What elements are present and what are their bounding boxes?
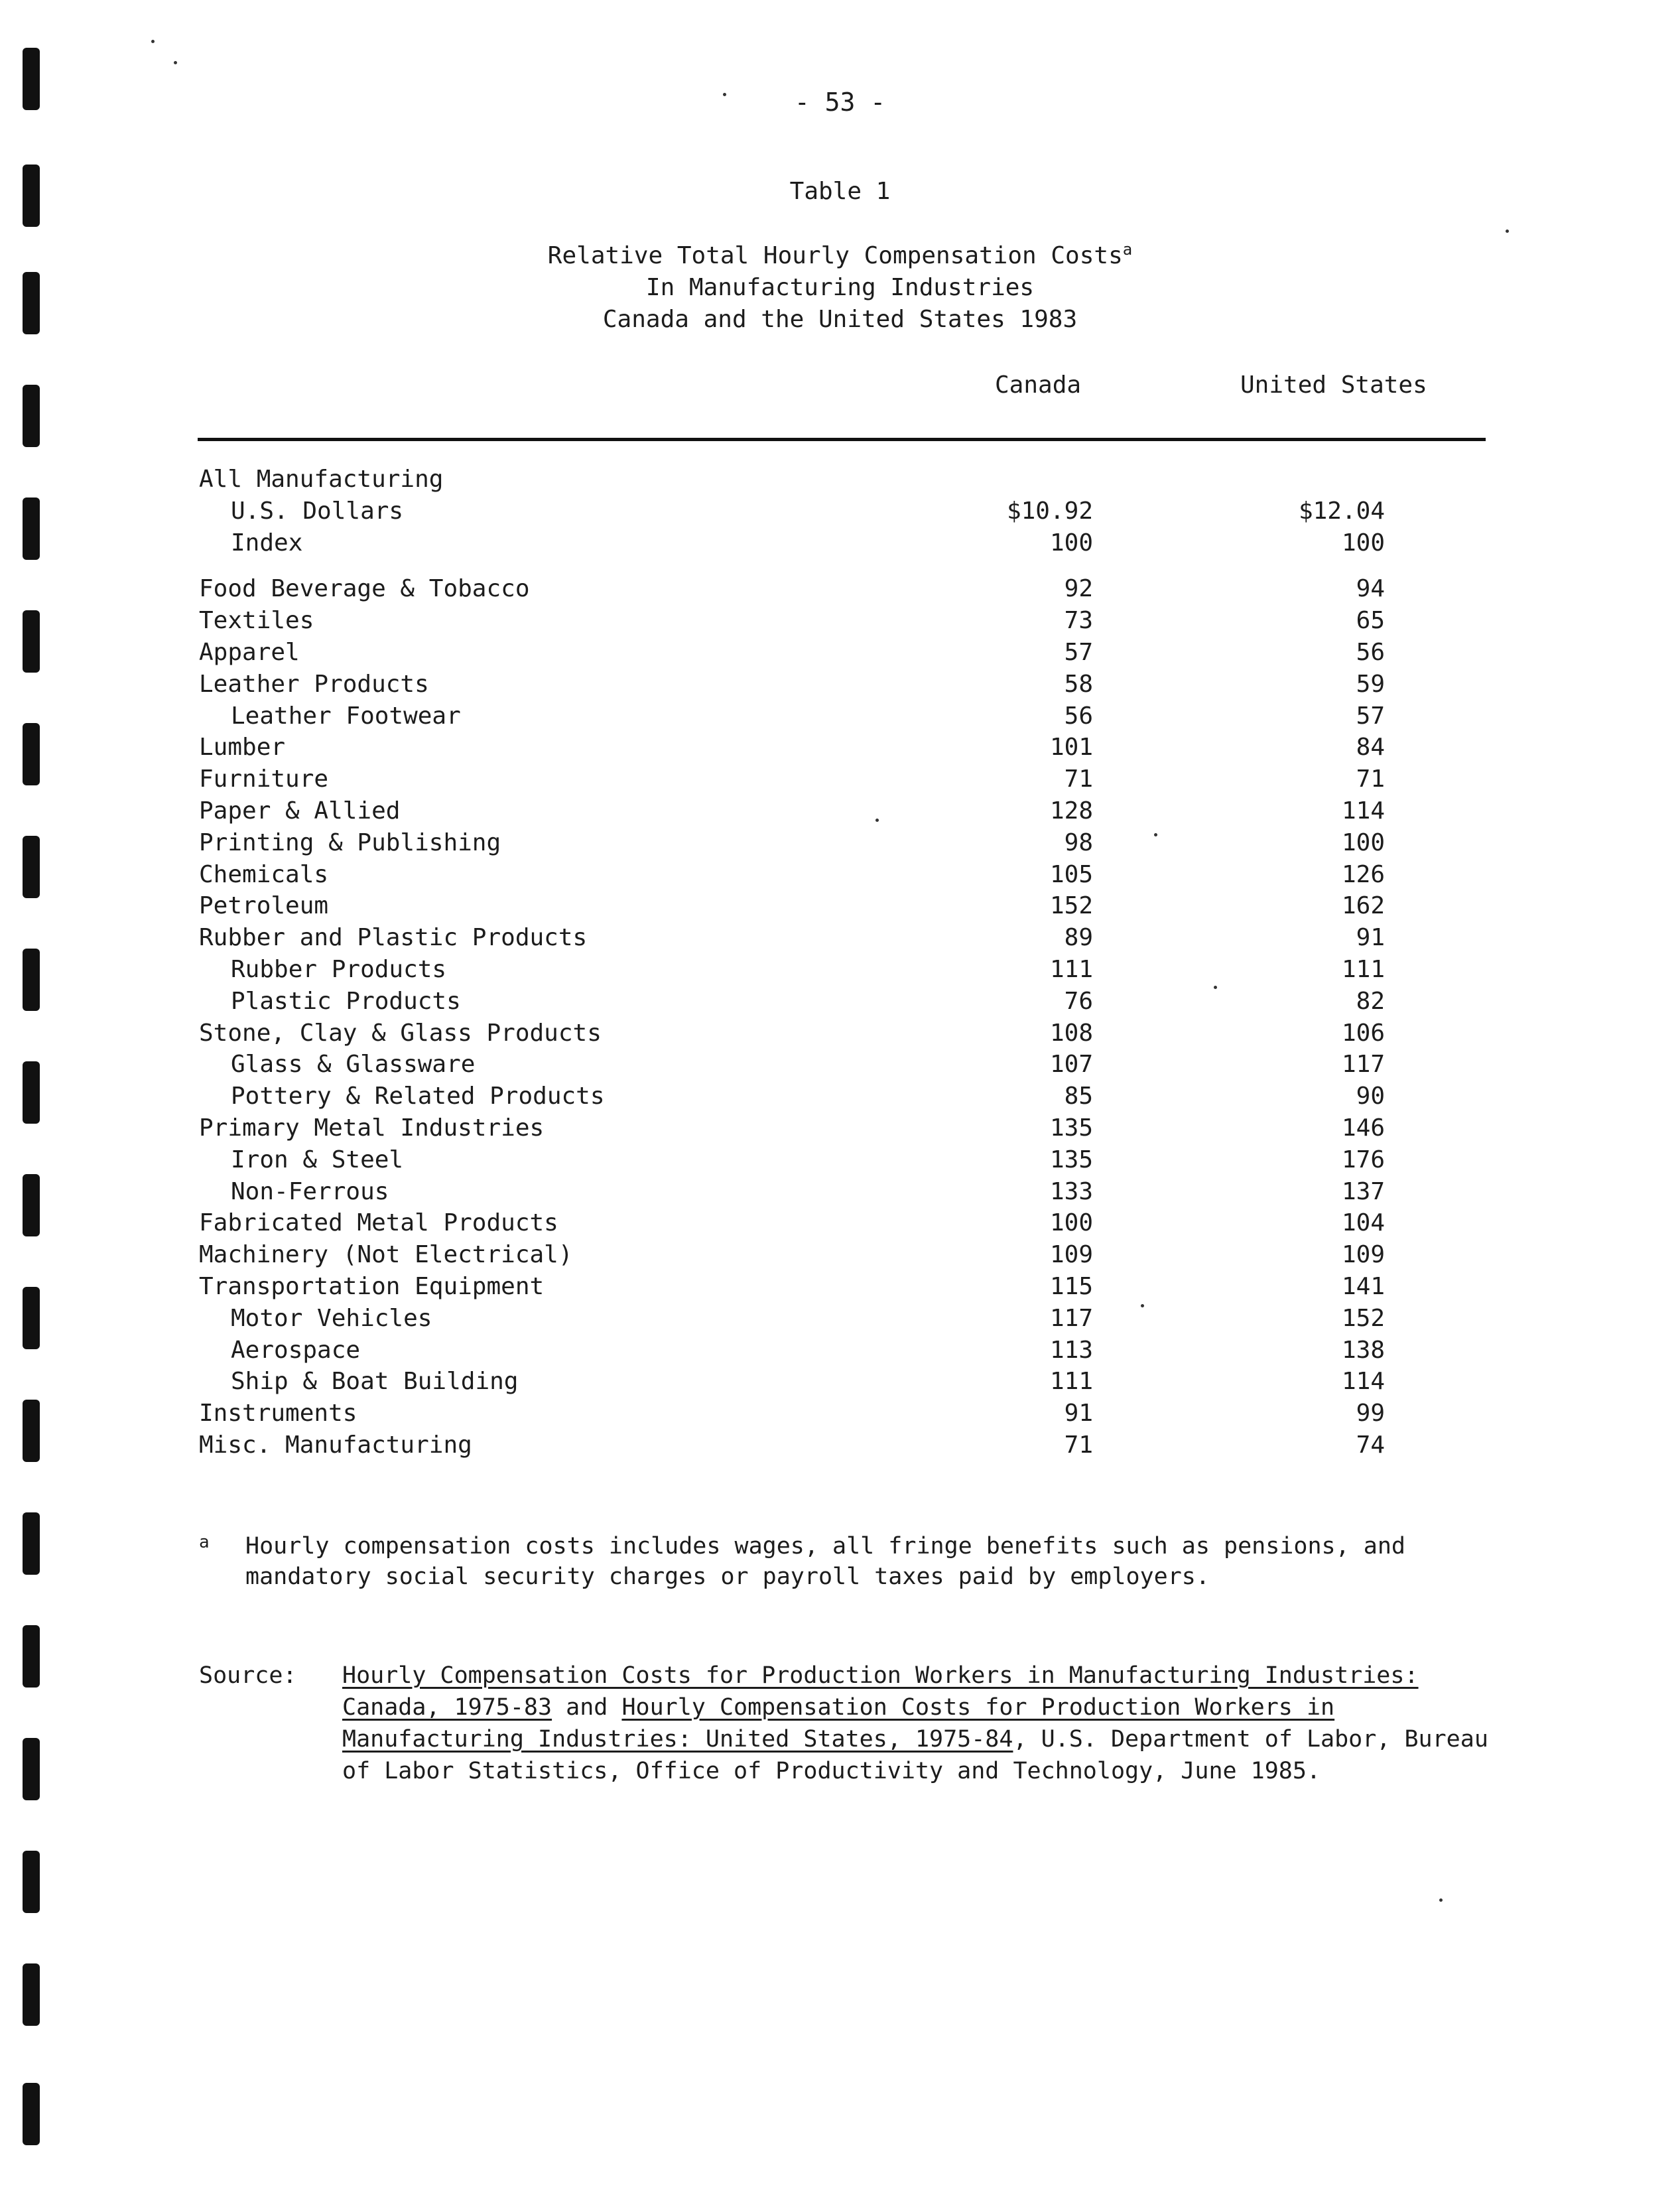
cell-united-states: 90 (1356, 1083, 1385, 1110)
cell-united-states: 104 (1341, 1209, 1385, 1237)
table-row (0, 671, 1680, 702)
row-label: Misc. Manufacturing (199, 1431, 472, 1459)
cell-united-states: 141 (1341, 1273, 1385, 1300)
cell-united-states: 114 (1341, 797, 1385, 825)
table-row (0, 1273, 1680, 1305)
cell-canada: 117 (1049, 1304, 1093, 1332)
header-rule (198, 438, 1486, 441)
row-label: Petroleum (199, 892, 329, 920)
table-row (0, 1020, 1680, 1051)
cell-united-states: 100 (1341, 529, 1385, 557)
cell-canada: 71 (1064, 1431, 1093, 1459)
row-label: Aerospace (231, 1336, 361, 1364)
cell-canada: 128 (1049, 797, 1093, 825)
source-lead: Source: (199, 1662, 297, 1689)
scan-speck (1506, 230, 1509, 233)
row-label: Rubber and Plastic Products (199, 924, 588, 952)
table-row (0, 734, 1680, 765)
table-row (0, 1368, 1680, 1400)
row-label: Furniture (199, 765, 329, 793)
cell-canada: 89 (1064, 924, 1093, 952)
cell-united-states: 91 (1356, 924, 1385, 952)
cell-united-states: 82 (1356, 987, 1385, 1015)
cell-united-states: 176 (1341, 1146, 1385, 1173)
cell-united-states: 65 (1356, 607, 1385, 635)
table-row (0, 639, 1680, 671)
row-label: Leather Footwear (231, 702, 461, 730)
cell-canada: 152 (1049, 892, 1093, 920)
table-row (0, 956, 1680, 988)
cell-canada: 58 (1064, 670, 1093, 698)
cell-united-states: 109 (1341, 1241, 1385, 1269)
cell-united-states: 117 (1341, 1051, 1385, 1079)
table-row (0, 1051, 1680, 1083)
table-row (0, 575, 1680, 607)
scan-speck (151, 40, 155, 43)
table-row (0, 829, 1680, 861)
table-row (0, 1400, 1680, 1431)
source-publisher: , U.S. Department of Labor, Bureau of Labor Statistics, Office of Productivity and Technology, June 1985. (342, 1726, 1488, 1784)
cell-canada: $10.92 (1006, 497, 1093, 525)
row-label: Fabricated Metal Products (199, 1209, 558, 1237)
cell-united-states: 100 (1341, 829, 1385, 856)
cell-canada: 108 (1049, 1019, 1093, 1047)
cell-canada: 135 (1049, 1114, 1093, 1142)
table-row (0, 1209, 1680, 1241)
row-label: Leather Products (199, 670, 429, 698)
cell-united-states: 126 (1341, 860, 1385, 888)
row-label: Food Beverage & Tobacco (199, 575, 530, 603)
cell-canada: 115 (1049, 1273, 1093, 1300)
cell-united-states: 162 (1341, 892, 1385, 920)
table-row (0, 765, 1680, 797)
table-row (0, 1431, 1680, 1463)
cell-canada: 85 (1064, 1083, 1093, 1110)
table-row (0, 466, 1680, 498)
row-label: Motor Vehicles (231, 1304, 432, 1332)
row-label: Textiles (199, 607, 314, 635)
row-label: Non-Ferrous (231, 1177, 389, 1205)
cell-canada: 92 (1064, 575, 1093, 603)
cell-united-states: 111 (1341, 956, 1385, 983)
row-label: Glass & Glassware (231, 1051, 476, 1079)
cell-united-states: 94 (1356, 575, 1385, 603)
cell-canada: 107 (1049, 1051, 1093, 1079)
table-row (0, 1146, 1680, 1178)
cell-united-states: 57 (1356, 702, 1385, 730)
table-label: Table 1 (789, 178, 891, 205)
row-label: Lumber (199, 734, 286, 762)
table-title (0, 240, 1680, 336)
source-body (342, 1660, 1496, 1787)
cell-united-states: 59 (1356, 670, 1385, 698)
cell-united-states: 84 (1356, 734, 1385, 762)
row-label: Chemicals (199, 860, 329, 888)
cell-canada: 135 (1049, 1146, 1093, 1173)
cell-canada: 111 (1049, 1368, 1093, 1396)
source-title-us: Hourly Compensation Costs for Production Workers in Manufacturing Industries: United States, 1975-84 (342, 1694, 1335, 1753)
row-label: Rubber Products (231, 956, 447, 983)
table-row (0, 1083, 1680, 1114)
cell-united-states: 99 (1356, 1400, 1385, 1427)
cell-canada: 113 (1049, 1336, 1093, 1364)
cell-united-states: 114 (1341, 1368, 1385, 1396)
cell-united-states: 71 (1356, 765, 1385, 793)
table-row (0, 1178, 1680, 1210)
table-row (0, 1241, 1680, 1273)
cell-canada: 98 (1064, 829, 1093, 856)
cell-canada: 57 (1064, 639, 1093, 666)
cell-canada: 111 (1049, 956, 1093, 983)
cell-united-states: $12.04 (1298, 497, 1385, 525)
cell-canada: 76 (1064, 987, 1093, 1015)
column-header-canada: Canada (995, 371, 1082, 399)
row-label: Index (231, 529, 303, 557)
cell-canada: 109 (1049, 1241, 1093, 1269)
footnote-ref-a: a (1122, 240, 1133, 259)
cell-canada: 105 (1049, 860, 1093, 888)
title-line-1-text: Relative Total Hourly Compensation Costs (547, 242, 1123, 269)
cell-united-states: 152 (1341, 1304, 1385, 1332)
page-number: - 53 - (794, 88, 886, 117)
row-label: Machinery (Not Electrical) (199, 1241, 573, 1269)
cell-canada: 71 (1064, 765, 1093, 793)
table-row (0, 861, 1680, 893)
table-row (0, 702, 1680, 734)
title-line-2: In Manufacturing Industries (645, 274, 1035, 301)
title-line-3: Canada and the United States 1983 (602, 306, 1078, 333)
footnote-text: Hourly compensation costs includes wages, all fringe benefits such as pensions, and mandatory social security charges or payroll taxes paid by employers. (245, 1533, 1405, 1590)
table-row (0, 1337, 1680, 1368)
source-connector: and (552, 1694, 622, 1721)
cell-united-states: 106 (1341, 1019, 1385, 1047)
table-row (0, 797, 1680, 829)
row-label: Instruments (199, 1400, 357, 1427)
row-label: Printing & Publishing (199, 829, 501, 856)
row-label: Ship & Boat Building (231, 1368, 519, 1396)
table-row (0, 892, 1680, 924)
cell-canada: 100 (1049, 1209, 1093, 1237)
row-label: U.S. Dollars (231, 497, 404, 525)
row-label: Stone, Clay & Glass Products (199, 1019, 602, 1047)
row-label: Apparel (199, 639, 300, 666)
footnote-mark: a (199, 1532, 210, 1552)
row-label: Iron & Steel (231, 1146, 404, 1173)
row-label: Pottery & Related Products (231, 1083, 605, 1110)
table-row (0, 498, 1680, 529)
title-line-1 (0, 240, 1680, 272)
table-row (0, 924, 1680, 956)
table-row (0, 607, 1680, 639)
cell-canada: 91 (1064, 1400, 1093, 1427)
cell-united-states: 137 (1341, 1177, 1385, 1205)
table-row (0, 988, 1680, 1020)
table-row (0, 1114, 1680, 1146)
scan-speck (174, 61, 177, 64)
cell-canada: 100 (1049, 529, 1093, 557)
row-label: Plastic Products (231, 987, 461, 1015)
cell-united-states: 56 (1356, 639, 1385, 666)
cell-canada: 73 (1064, 607, 1093, 635)
cell-canada: 133 (1049, 1177, 1093, 1205)
cell-united-states: 138 (1341, 1336, 1385, 1364)
cell-canada: 101 (1049, 734, 1093, 762)
row-label: Primary Metal Industries (199, 1114, 545, 1142)
cell-united-states: 74 (1356, 1431, 1385, 1459)
cell-united-states: 146 (1341, 1114, 1385, 1142)
row-label: All Manufacturing (199, 466, 444, 493)
source-title-canada: Hourly Compensation Costs for Production Workers in Manufacturing Industries: Canada, 1975-83 (342, 1662, 1419, 1721)
column-header-united-states: United States (1240, 371, 1427, 399)
table-row (0, 1305, 1680, 1337)
scan-speck (1439, 1898, 1443, 1902)
cell-canada: 56 (1064, 702, 1093, 730)
row-label: Paper & Allied (199, 797, 401, 825)
table-row (0, 529, 1680, 561)
row-label: Transportation Equipment (199, 1273, 545, 1300)
